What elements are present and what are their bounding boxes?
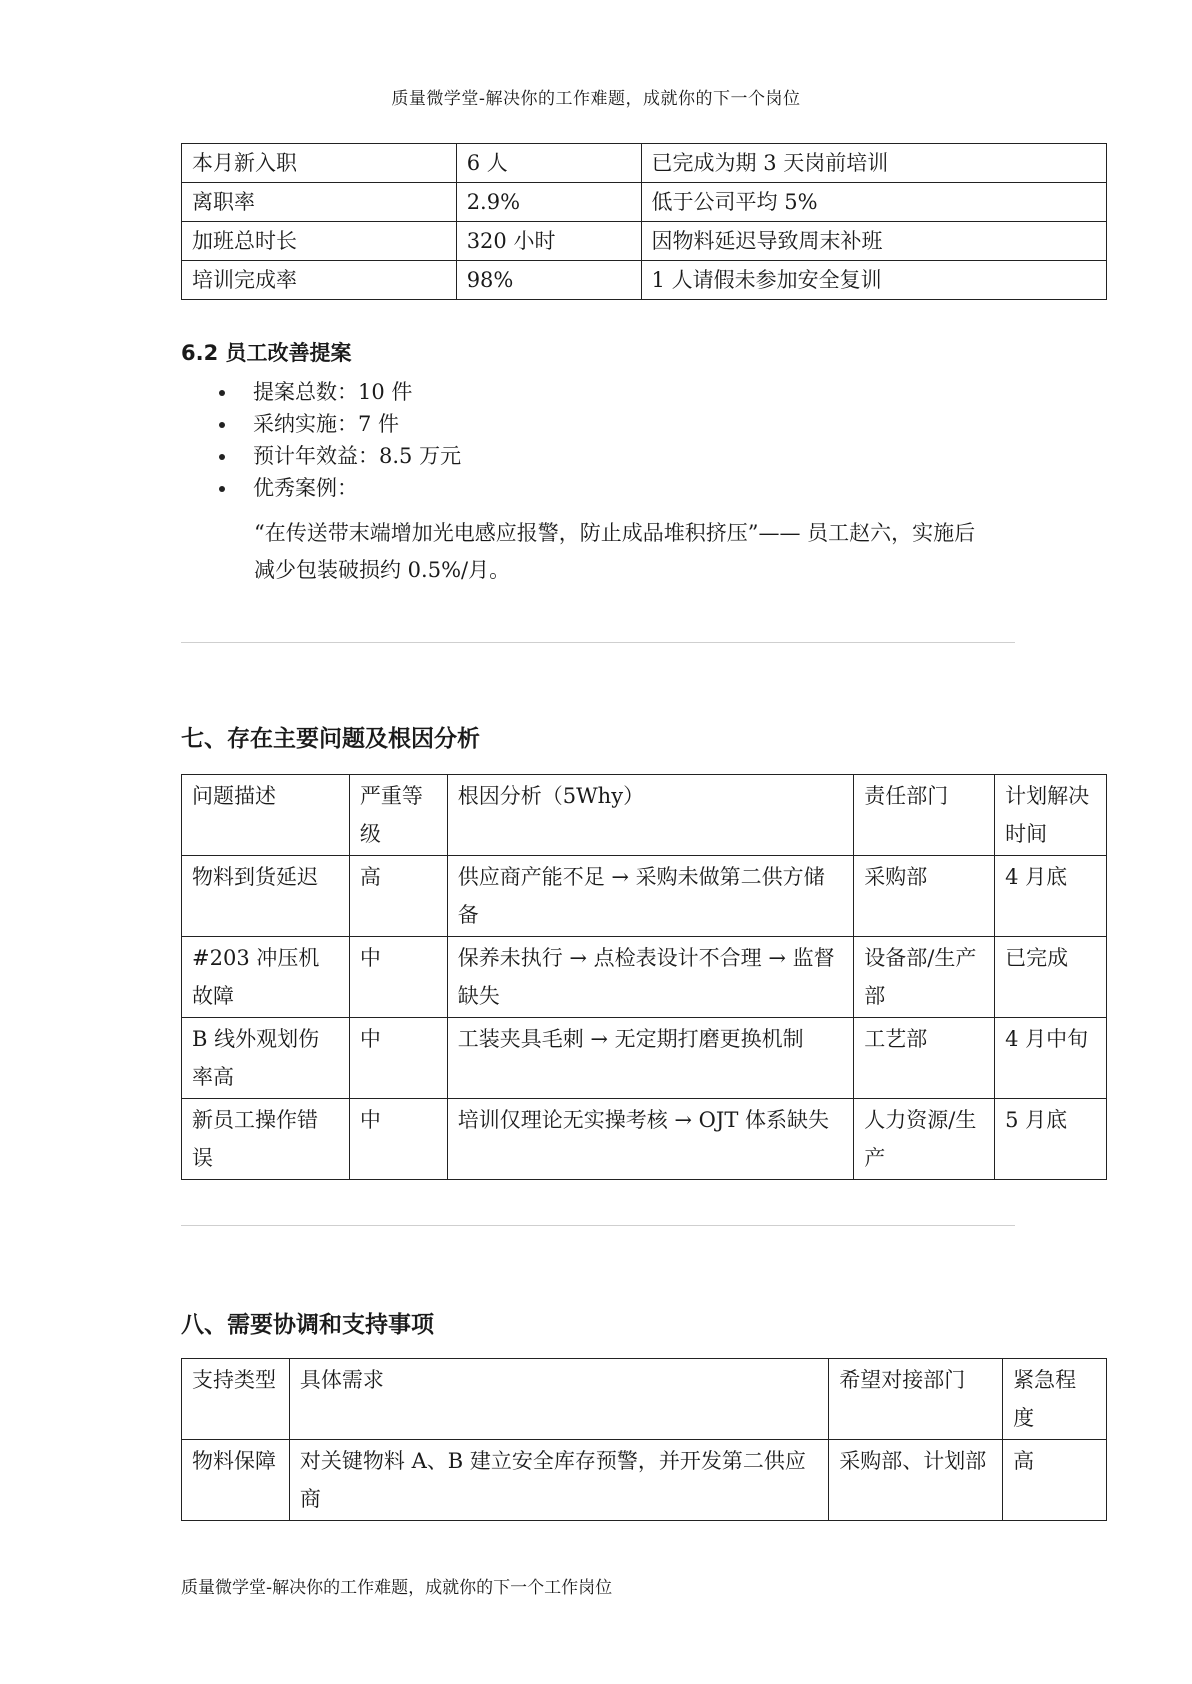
table-cell: 1 人请假未参加安全复训 [641,261,1106,300]
table-cell: 低于公司平均 5% [641,183,1106,222]
table-cell: 保养未执行 → 点检表设计不合理 → 监督缺失 [447,937,854,1018]
hr-metrics-table [181,143,1107,300]
table-cell: 培训仅理论无实操考核 → OJT 体系缺失 [447,1099,854,1180]
column-header: 支持类型 [182,1359,290,1440]
column-header: 紧急程度 [1003,1359,1107,1440]
page-header: 质量微学堂-解决你的工作难题，成就你的下一个岗位 [391,89,801,109]
list-item [215,440,461,472]
column-header: 责任部门 [854,775,995,856]
table-row [182,1440,1107,1521]
table-cell: 5 月底 [995,1099,1107,1180]
table-header-row [182,775,1107,856]
table-row [182,144,1107,183]
list-item-text: 提案总数：10 件 [253,380,413,404]
table-cell: 中 [349,1099,447,1180]
table-cell: 采购部 [854,856,995,937]
list-item [215,408,461,440]
table-row [182,261,1107,300]
table-cell: 已完成 [995,937,1107,1018]
table-row [182,1018,1107,1099]
table-cell: 本月新入职 [182,144,457,183]
bullet-icon [219,390,225,396]
section-7-title: 七、存在主要问题及根因分析 [181,726,480,752]
table-cell: B 线外观划伤率高 [182,1018,350,1099]
table-cell: 物料保障 [182,1440,290,1521]
table-cell: 供应商产能不足 → 采购未做第二供方储备 [447,856,854,937]
table-row [182,183,1107,222]
column-header: 问题描述 [182,775,350,856]
section-6-2-title: 6.2 员工改善提案 [181,341,352,365]
section-8-title: 八、需要协调和支持事项 [181,1312,434,1338]
table-cell: 加班总时长 [182,222,457,261]
column-header: 具体需求 [289,1359,828,1440]
table-cell: 新员工操作错误 [182,1099,350,1180]
excellent-case-quote: “在传送带末端增加光电感应报警，防止成品堆积挤压”—— 员工赵六，实施后减少包装破损约 0.5%/月。 [254,521,976,582]
table-cell: 已完成为期 3 天岗前培训 [641,144,1106,183]
bullet-icon [219,422,225,428]
table-cell: 中 [349,937,447,1018]
horizontal-divider [181,642,1015,643]
table-row [182,1099,1107,1180]
column-header: 计划解决时间 [995,775,1107,856]
table-cell: 4 月底 [995,856,1107,937]
support-needs-table [181,1358,1107,1521]
bullet-icon [219,454,225,460]
table-cell: 人力资源/生产 [854,1099,995,1180]
table-cell: 物料到货延迟 [182,856,350,937]
horizontal-divider [181,1225,1015,1226]
table-cell: 高 [1003,1440,1107,1521]
list-item [215,472,461,504]
table-cell: 因物料延迟导致周末补班 [641,222,1106,261]
table-cell: 2.9% [456,183,641,222]
table-cell: 6 人 [456,144,641,183]
table-cell: 离职率 [182,183,457,222]
table-cell: 采购部、计划部 [829,1440,1003,1521]
table-cell: 4 月中旬 [995,1018,1107,1099]
column-header: 严重等级 [349,775,447,856]
column-header: 希望对接部门 [829,1359,1003,1440]
page-footer: 质量微学堂-解决你的工作难题，成就你的下一个工作岗位 [181,1578,613,1598]
table-cell: #203 冲压机故障 [182,937,350,1018]
table-row [182,937,1107,1018]
table-cell: 中 [349,1018,447,1099]
table-cell: 设备部/生产部 [854,937,995,1018]
proposal-summary-list [215,376,461,504]
list-item-text: 预计年效益：8.5 万元 [253,444,462,468]
list-item [215,376,461,408]
list-item-text: 优秀案例： [253,476,358,500]
table-cell: 培训完成率 [182,261,457,300]
table-header-row [182,1359,1107,1440]
table-cell: 工装夹具毛刺 → 无定期打磨更换机制 [447,1018,854,1099]
table-row [182,856,1107,937]
table-cell: 对关键物料 A、B 建立安全库存预警，并开发第二供应商 [289,1440,828,1521]
bullet-icon [219,486,225,492]
table-cell: 320 小时 [456,222,641,261]
table-cell: 98% [456,261,641,300]
table-row [182,222,1107,261]
problem-analysis-table [181,774,1107,1180]
column-header: 根因分析（5Why） [447,775,854,856]
table-cell: 高 [349,856,447,937]
table-cell: 工艺部 [854,1018,995,1099]
list-item-text: 采纳实施：7 件 [253,412,400,436]
